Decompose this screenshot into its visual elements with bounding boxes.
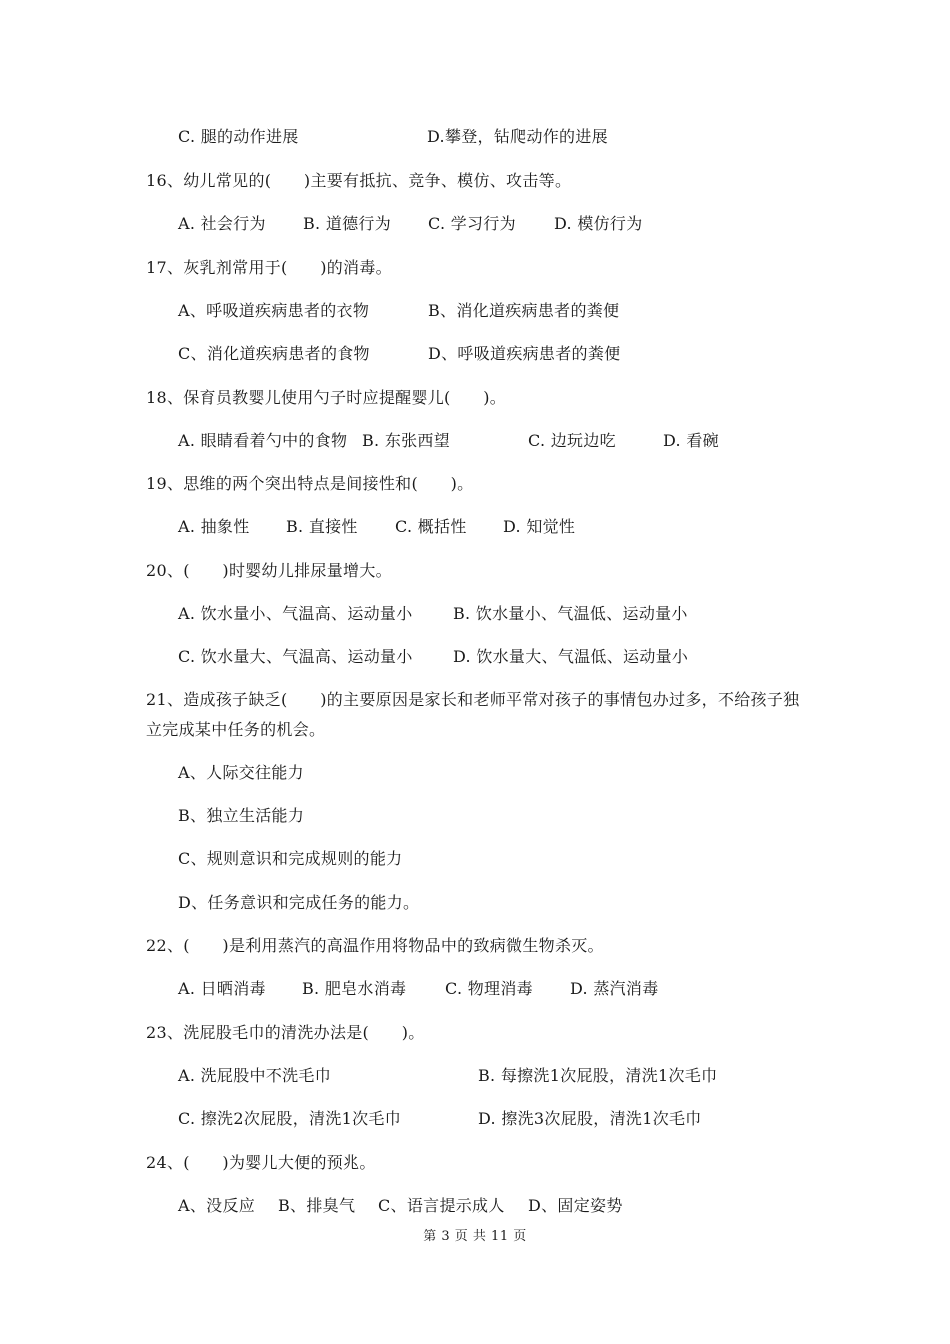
q17-option-a: A、呼吸道疾病患者的衣物 bbox=[178, 301, 370, 320]
q20-option-b: B. 饮水量小、气温低、运动量小 bbox=[453, 604, 688, 623]
q16-option-a: A. 社会行为 bbox=[178, 214, 266, 233]
q19-option-b: B. 直接性 bbox=[286, 517, 358, 536]
q23-option-d: D. 擦洗3次屁股，清洗1次毛巾 bbox=[478, 1109, 702, 1128]
q21-option-a: A、人际交往能力 bbox=[178, 763, 304, 782]
q24-option-a: A、没反应 bbox=[178, 1196, 256, 1215]
q21-option-d: D、任务意识和完成任务的能力。 bbox=[178, 893, 420, 912]
q19-stem: 19、思维的两个突出特点是间接性和( )。 bbox=[146, 474, 474, 493]
q22-option-a: A. 日晒消毒 bbox=[178, 979, 266, 998]
q18-option-a: A. 眼睛看着勺中的食物 bbox=[178, 431, 348, 450]
q15-option-c: C. 腿的动作进展 bbox=[178, 127, 299, 146]
q16-option-d: D. 模仿行为 bbox=[554, 214, 643, 233]
q19-option-d: D. 知觉性 bbox=[503, 517, 576, 536]
q22-option-c: C. 物理消毒 bbox=[445, 979, 533, 998]
q21-stem-line2: 立完成某中任务的机会。 bbox=[146, 720, 326, 739]
q20-option-d: D. 饮水量大、气温低、运动量小 bbox=[453, 647, 689, 666]
q22-stem: 22、( )是利用蒸汽的高温作用将物品中的致病微生物杀灭。 bbox=[146, 936, 604, 955]
q21-option-b: B、独立生活能力 bbox=[178, 806, 305, 825]
q20-stem: 20、( )时婴幼儿排尿量增大。 bbox=[146, 561, 392, 580]
q23-option-b: B. 每擦洗1次屁股，清洗1次毛巾 bbox=[478, 1066, 718, 1085]
q15-option-d: D.攀登，钻爬动作的进展 bbox=[427, 127, 608, 146]
q20-option-c: C. 饮水量大、气温高、运动量小 bbox=[178, 647, 413, 666]
q18-option-c: C. 边玩边吃 bbox=[528, 431, 616, 450]
q17-stem: 17、灰乳剂常用于( )的消毒。 bbox=[146, 258, 392, 277]
q17-option-c: C、消化道疾病患者的食物 bbox=[178, 344, 370, 363]
q23-option-c: C. 擦洗2次屁股，清洗1次毛巾 bbox=[178, 1109, 402, 1128]
q24-option-d: D、固定姿势 bbox=[528, 1196, 623, 1215]
q19-option-c: C. 概括性 bbox=[395, 517, 467, 536]
q18-option-b: B. 东张西望 bbox=[362, 431, 451, 450]
q18-option-d: D. 看碗 bbox=[663, 431, 719, 450]
q16-option-b: B. 道德行为 bbox=[303, 214, 392, 233]
q17-option-d: D、呼吸道疾病患者的粪便 bbox=[428, 344, 621, 363]
q21-option-c: C、规则意识和完成规则的能力 bbox=[178, 849, 403, 868]
q22-option-d: D. 蒸汽消毒 bbox=[570, 979, 659, 998]
q17-option-b: B、消化道疾病患者的粪便 bbox=[428, 301, 620, 320]
q21-stem-line1: 21、造成孩子缺乏( )的主要原因是家长和老师平常对孩子的事情包办过多，不给孩子独 bbox=[146, 690, 800, 709]
q16-option-c: C. 学习行为 bbox=[428, 214, 516, 233]
q22-option-b: B. 肥皂水消毒 bbox=[302, 979, 407, 998]
q24-stem: 24、( )为婴儿大便的预兆。 bbox=[146, 1153, 376, 1172]
q18-stem: 18、保育员教婴儿使用勺子时应提醒婴儿( )。 bbox=[146, 388, 507, 407]
q23-stem: 23、洗屁股毛巾的清洗办法是( )。 bbox=[146, 1023, 425, 1042]
q24-option-b: B、排臭气 bbox=[278, 1196, 356, 1215]
q16-stem: 16、幼儿常见的( )主要有抵抗、竞争、模仿、攻击等。 bbox=[146, 171, 572, 190]
q23-option-a: A. 洗屁股中不洗毛巾 bbox=[178, 1066, 332, 1085]
q24-option-c: C、语言提示成人 bbox=[378, 1196, 505, 1215]
page-number-footer: 第 3 页 共 11 页 bbox=[423, 1229, 527, 1244]
q19-option-a: A. 抽象性 bbox=[178, 517, 250, 536]
q20-option-a: A. 饮水量小、气温高、运动量小 bbox=[178, 604, 413, 623]
